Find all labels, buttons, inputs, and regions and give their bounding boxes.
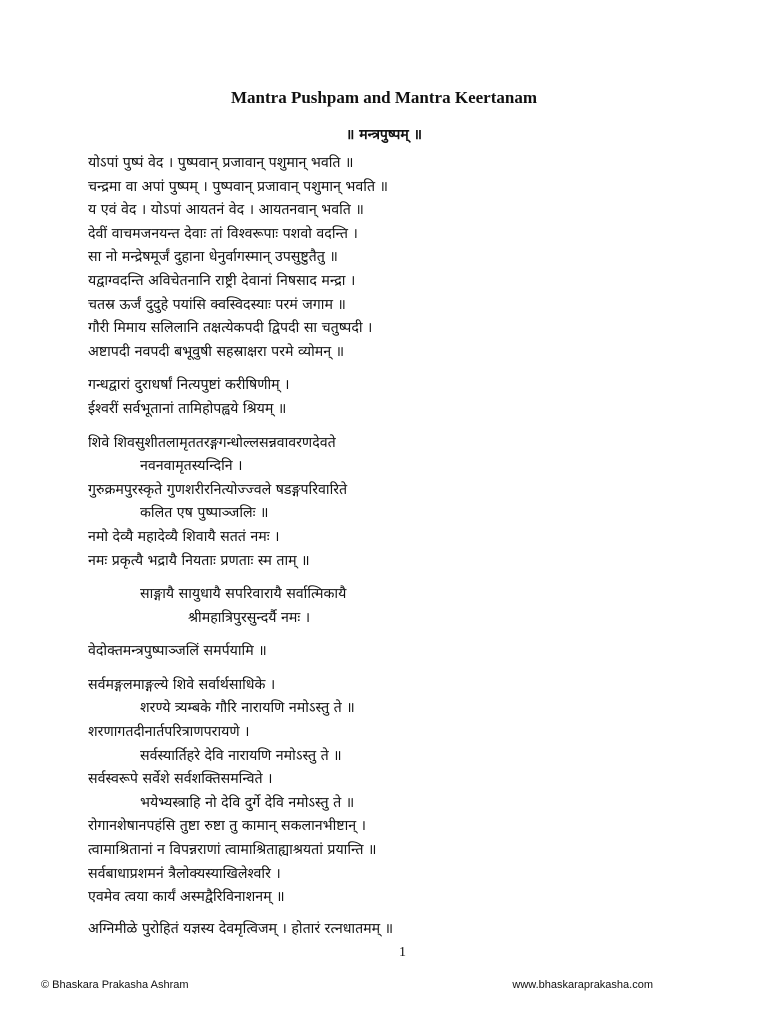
verse-line-indented: कलित एष पुष्पाञ्जलिः ॥: [140, 505, 269, 522]
verse-line: शिवे शिवसुशीतलामृततरङ्गगन्धोल्लसन्नवावरणदेवते: [88, 434, 336, 451]
verse-line: ईश्वरीं सर्वभूतानां तामिहोपह्वये श्रियम् ॥: [88, 400, 287, 417]
verse-line: वेदोक्तमन्त्रपुष्पाञ्जलिं समर्पयामि ॥: [88, 643, 267, 660]
stanza-gap: [88, 664, 728, 674]
verse-line: गौरी मिमाय सलिलानि तक्षत्येकपदी द्विपदी सा चतुष्पदी ।: [88, 320, 373, 337]
stanza-gap: [88, 573, 728, 583]
footer-copyright: © Bhaskara Prakasha Ashram: [41, 979, 189, 991]
verse-line: एवमेव त्वया कार्यं अस्मद्वैरिविनाशनम् ॥: [88, 889, 285, 906]
verse-line: सा नो मन्द्रेषमूर्जं दुहाना धेनुर्वागस्मान् उपसुष्टुतैतु ॥: [88, 249, 338, 266]
verse-line: त्वामाश्रितानां न विपन्नराणां त्वामाश्रिताह्याश्रयतां प्रयान्ति ॥: [88, 842, 377, 859]
verse-line: अग्निमीळे पुरोहितं यज्ञस्य देवमृत्विजम् । होतारं रत्नधातमम् ॥: [88, 920, 394, 937]
stanza-gap: [88, 364, 728, 374]
section-heading: ॥ मन्त्रपुष्पम् ॥: [346, 127, 422, 143]
verse-line: गुरुक्रमपुरस्कृते गुणशरीरनित्योज्ज्वले षडङ्गपरिवारिते: [88, 481, 348, 498]
page-title: Mantra Pushpam and Mantra Keertanam: [231, 88, 537, 107]
verse-line: नमो देव्यै महादेव्यै शिवायै सततं नमः ।: [88, 528, 280, 545]
footer-website: www.bhaskaraprakasha.com: [512, 979, 653, 991]
verse-line-indented: साङ्गायै सायुधायै सपरिवारायै सर्वात्मिकायै: [140, 586, 347, 603]
verse-line: रोगानशेषानपहंसि तुष्टा रुष्टा तु कामान् सकलानभीष्टान् ।: [88, 818, 367, 835]
page-number: 1: [399, 945, 406, 960]
verse-body: [88, 152, 728, 941]
verse-line: चन्द्रमा वा अपां पुष्पम् । पुष्पवान् प्रजावान् पशुमान् भवति ॥: [88, 178, 389, 195]
verse-line: योऽपां पुष्पं वेद । पुष्पवान् प्रजावान् पशुमान् भवति ॥: [88, 155, 354, 171]
verse-line: सर्वबाधाप्रशमनं त्रैलोक्यस्याखिलेश्वरि ।: [88, 865, 281, 882]
verse-line: अष्टापदी नवपदी बभूवुषी सहस्राक्षरा परमे व्योमन् ॥: [88, 343, 345, 360]
verse-line: सर्वस्वरूपे सर्वेशे सर्वशक्तिसमन्विते ।: [88, 771, 273, 788]
verse-line-indented: शरण्ये त्र्यम्बके गौरि नारायणि नमोऽस्तु ते ॥: [140, 700, 355, 717]
stanza-gap: [88, 422, 728, 432]
verse-line: नमः प्रकृत्यै भद्रायै नियताः प्रणताः स्म ताम् ॥: [88, 552, 310, 569]
verse-line: शरणागतदीनार्तपरित्राणपरायणे ।: [88, 724, 250, 741]
verse-line: चतस्र ऊर्जं दुदुहे पयांसि क्वस्विदस्याः परमं जगाम ॥: [88, 296, 346, 313]
verse-line-indented: सर्वस्यार्तिहरे देवि नारायणि नमोऽस्तु ते ॥: [140, 747, 342, 764]
verse-line: य एवं वेद । योऽपां आयतनं वेद । आयतनवान् भवति ॥: [88, 202, 364, 219]
verse-line-indented: नवनवामृतस्यन्दिनि ।: [140, 458, 243, 475]
verse-line: गन्धद्वारां दुराधर्षां नित्यपुष्टां करीषिणीम् ।: [88, 377, 290, 394]
stanza-gap: [88, 630, 728, 640]
stanza-gap: [88, 910, 728, 918]
verse-line: देवीं वाचमजनयन्त देवाः तां विश्वरूपाः पशवो वदन्ति ।: [88, 225, 358, 242]
verse-line-indented: भयेभ्यस्त्राहि नो देवि दुर्गे देवि नमोऽस्तु ते ॥: [140, 794, 355, 811]
verse-line: सर्वमङ्गलमाङ्गल्ये शिवे सर्वार्थसाधिके ।: [88, 676, 276, 693]
verse-line: यद्वाग्वदन्ति अविचेतनानि राष्ट्री देवानां निषसाद मन्द्रा ।: [88, 272, 356, 289]
verse-line-indented: श्रीमहात्रिपुरसुन्दर्यै नमः ।: [188, 609, 311, 626]
